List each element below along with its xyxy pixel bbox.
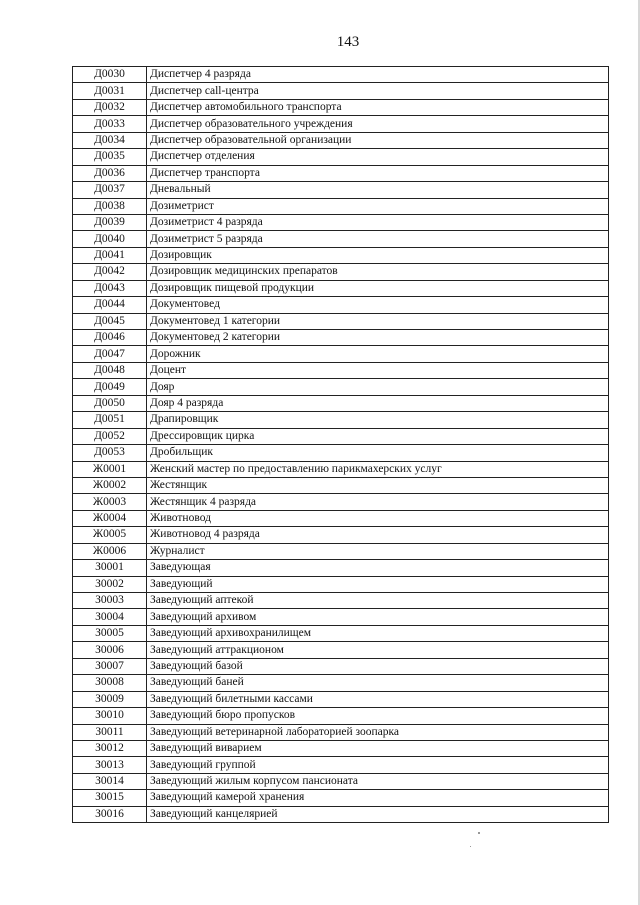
row-code: Д0036: [73, 165, 147, 181]
table-row: [73, 477, 609, 493]
row-code: Д0041: [73, 247, 147, 263]
table-row: [73, 445, 609, 461]
row-name: Заведующий аптекой: [147, 593, 609, 609]
row-code: Ж0004: [73, 510, 147, 526]
table-row: [73, 461, 609, 477]
row-name: Заведующий ветеринарной лабораторией зоопарка: [147, 724, 609, 740]
table-row: [73, 362, 609, 378]
row-name: Дояр 4 разряда: [147, 395, 609, 411]
row-code: Ж0006: [73, 543, 147, 559]
table-row: [73, 609, 609, 625]
row-name: Дояр: [147, 379, 609, 395]
row-code: Д0045: [73, 313, 147, 329]
row-code: З0009: [73, 691, 147, 707]
table-row: [73, 116, 609, 132]
table-row: [73, 691, 609, 707]
table-row: [73, 527, 609, 543]
row-code: З0002: [73, 576, 147, 592]
row-code: Ж0001: [73, 461, 147, 477]
row-name: Заведующий: [147, 576, 609, 592]
row-name: Животновод: [147, 510, 609, 526]
table-row: [73, 379, 609, 395]
row-code: З0008: [73, 675, 147, 691]
row-name: Животновод 4 разряда: [147, 527, 609, 543]
row-name: Дозиметрист 4 разряда: [147, 214, 609, 230]
table-row: [73, 313, 609, 329]
table-row: [73, 346, 609, 362]
table-row: [73, 576, 609, 592]
row-name: Заведующая: [147, 560, 609, 576]
row-name: Заведующий баней: [147, 675, 609, 691]
row-name: Женский мастер по предоставлению парикмахерских услуг: [147, 461, 609, 477]
table-row: [73, 198, 609, 214]
row-name: Заведующий архивом: [147, 609, 609, 625]
row-code: З0012: [73, 740, 147, 756]
row-name: Заведующий билетными кассами: [147, 691, 609, 707]
table-row: [73, 395, 609, 411]
row-code: З0007: [73, 658, 147, 674]
row-name: Дозиметрист: [147, 198, 609, 214]
table-row: [73, 757, 609, 773]
row-name: Заведующий бюро пропусков: [147, 708, 609, 724]
table-row: [73, 560, 609, 576]
table-row: [73, 214, 609, 230]
table-body: [73, 67, 609, 823]
table-row: [73, 280, 609, 296]
row-name: Дневальный: [147, 182, 609, 198]
row-name: Дозировщик: [147, 247, 609, 263]
page-number: 143: [336, 34, 360, 50]
row-name: Заведующий жилым корпусом пансионата: [147, 773, 609, 789]
table-row: [73, 182, 609, 198]
row-code: З0001: [73, 560, 147, 576]
row-code: З0003: [73, 593, 147, 609]
table-row: [73, 83, 609, 99]
row-name: Журналист: [147, 543, 609, 559]
row-code: Ж0003: [73, 494, 147, 510]
row-code: Д0034: [73, 132, 147, 148]
table-row: [73, 642, 609, 658]
row-name: Жестянщик: [147, 477, 609, 493]
row-code: Д0042: [73, 264, 147, 280]
table-row: [73, 428, 609, 444]
row-code: Д0032: [73, 99, 147, 115]
row-code: Д0030: [73, 67, 147, 83]
table-row: [73, 658, 609, 674]
table-row: [73, 231, 609, 247]
table-row: [73, 675, 609, 691]
row-code: Д0052: [73, 428, 147, 444]
row-code: Д0044: [73, 297, 147, 313]
row-code: З0013: [73, 757, 147, 773]
row-name: Документовед: [147, 297, 609, 313]
row-code: Д0053: [73, 445, 147, 461]
row-code: Д0049: [73, 379, 147, 395]
row-name: Диспетчер отделения: [147, 149, 609, 165]
row-code: Д0043: [73, 280, 147, 296]
row-code: З0016: [73, 806, 147, 822]
table-row: [73, 330, 609, 346]
row-name: Диспетчер образовательного учреждения: [147, 116, 609, 132]
row-name: Дозиметрист 5 разряда: [147, 231, 609, 247]
row-name: Диспетчер 4 разряда: [147, 67, 609, 83]
table-row: [73, 149, 609, 165]
table-row: [73, 773, 609, 789]
row-name: Документовед 1 категории: [147, 313, 609, 329]
row-code: Д0031: [73, 83, 147, 99]
row-name: Заведующий аттракционом: [147, 642, 609, 658]
table-row: [73, 543, 609, 559]
table-row: [73, 790, 609, 806]
table-row: [73, 132, 609, 148]
row-name: Дозировщик медицинских препаратов: [147, 264, 609, 280]
table-row: [73, 593, 609, 609]
row-code: Д0033: [73, 116, 147, 132]
row-name: Драпировщик: [147, 412, 609, 428]
table-row: [73, 247, 609, 263]
table-row: [73, 625, 609, 641]
row-code: З0015: [73, 790, 147, 806]
row-code: Д0046: [73, 330, 147, 346]
table-row: [73, 740, 609, 756]
row-code: Д0038: [73, 198, 147, 214]
row-name: Заведующий виварием: [147, 740, 609, 756]
row-code: Д0047: [73, 346, 147, 362]
table-row: [73, 708, 609, 724]
row-name: Жестянщик 4 разряда: [147, 494, 609, 510]
table-row: [73, 510, 609, 526]
row-code: Д0050: [73, 395, 147, 411]
row-name: Заведующий архивохранилищем: [147, 625, 609, 641]
row-code: З0011: [73, 724, 147, 740]
row-code: Ж0002: [73, 477, 147, 493]
row-code: З0014: [73, 773, 147, 789]
row-code: Д0040: [73, 231, 147, 247]
table-row: [73, 264, 609, 280]
table-row: [73, 412, 609, 428]
row-name: Диспетчер образовательной организации: [147, 132, 609, 148]
table-row: [73, 297, 609, 313]
table-row: [73, 494, 609, 510]
table-row: [73, 724, 609, 740]
row-code: З0010: [73, 708, 147, 724]
row-code: Д0051: [73, 412, 147, 428]
row-code: З0005: [73, 625, 147, 641]
row-name: Документовед 2 категории: [147, 330, 609, 346]
row-code: З0006: [73, 642, 147, 658]
scan-speck: [470, 846, 471, 847]
row-code: З0004: [73, 609, 147, 625]
row-code: Д0048: [73, 362, 147, 378]
row-name: Заведующий камерой хранения: [147, 790, 609, 806]
row-name: Дозировщик пищевой продукции: [147, 280, 609, 296]
table-row: [73, 806, 609, 822]
scan-speck: [478, 832, 480, 834]
row-name: Диспетчер автомобильного транспорта: [147, 99, 609, 115]
row-code: Д0037: [73, 182, 147, 198]
row-code: Д0035: [73, 149, 147, 165]
row-name: Диспетчер транспорта: [147, 165, 609, 181]
row-name: Заведующий базой: [147, 658, 609, 674]
row-name: Заведующий группой: [147, 757, 609, 773]
table-row: [73, 67, 609, 83]
table-row: [73, 165, 609, 181]
row-name: Доцент: [147, 362, 609, 378]
row-name: Дорожник: [147, 346, 609, 362]
row-name: Диспетчер call-центра: [147, 83, 609, 99]
row-name: Дрессировщик цирка: [147, 428, 609, 444]
row-name: Заведующий канцелярией: [147, 806, 609, 822]
row-code: Ж0005: [73, 527, 147, 543]
profession-code-table: [72, 66, 609, 823]
table-row: [73, 99, 609, 115]
row-code: Д0039: [73, 214, 147, 230]
row-name: Дробильщик: [147, 445, 609, 461]
